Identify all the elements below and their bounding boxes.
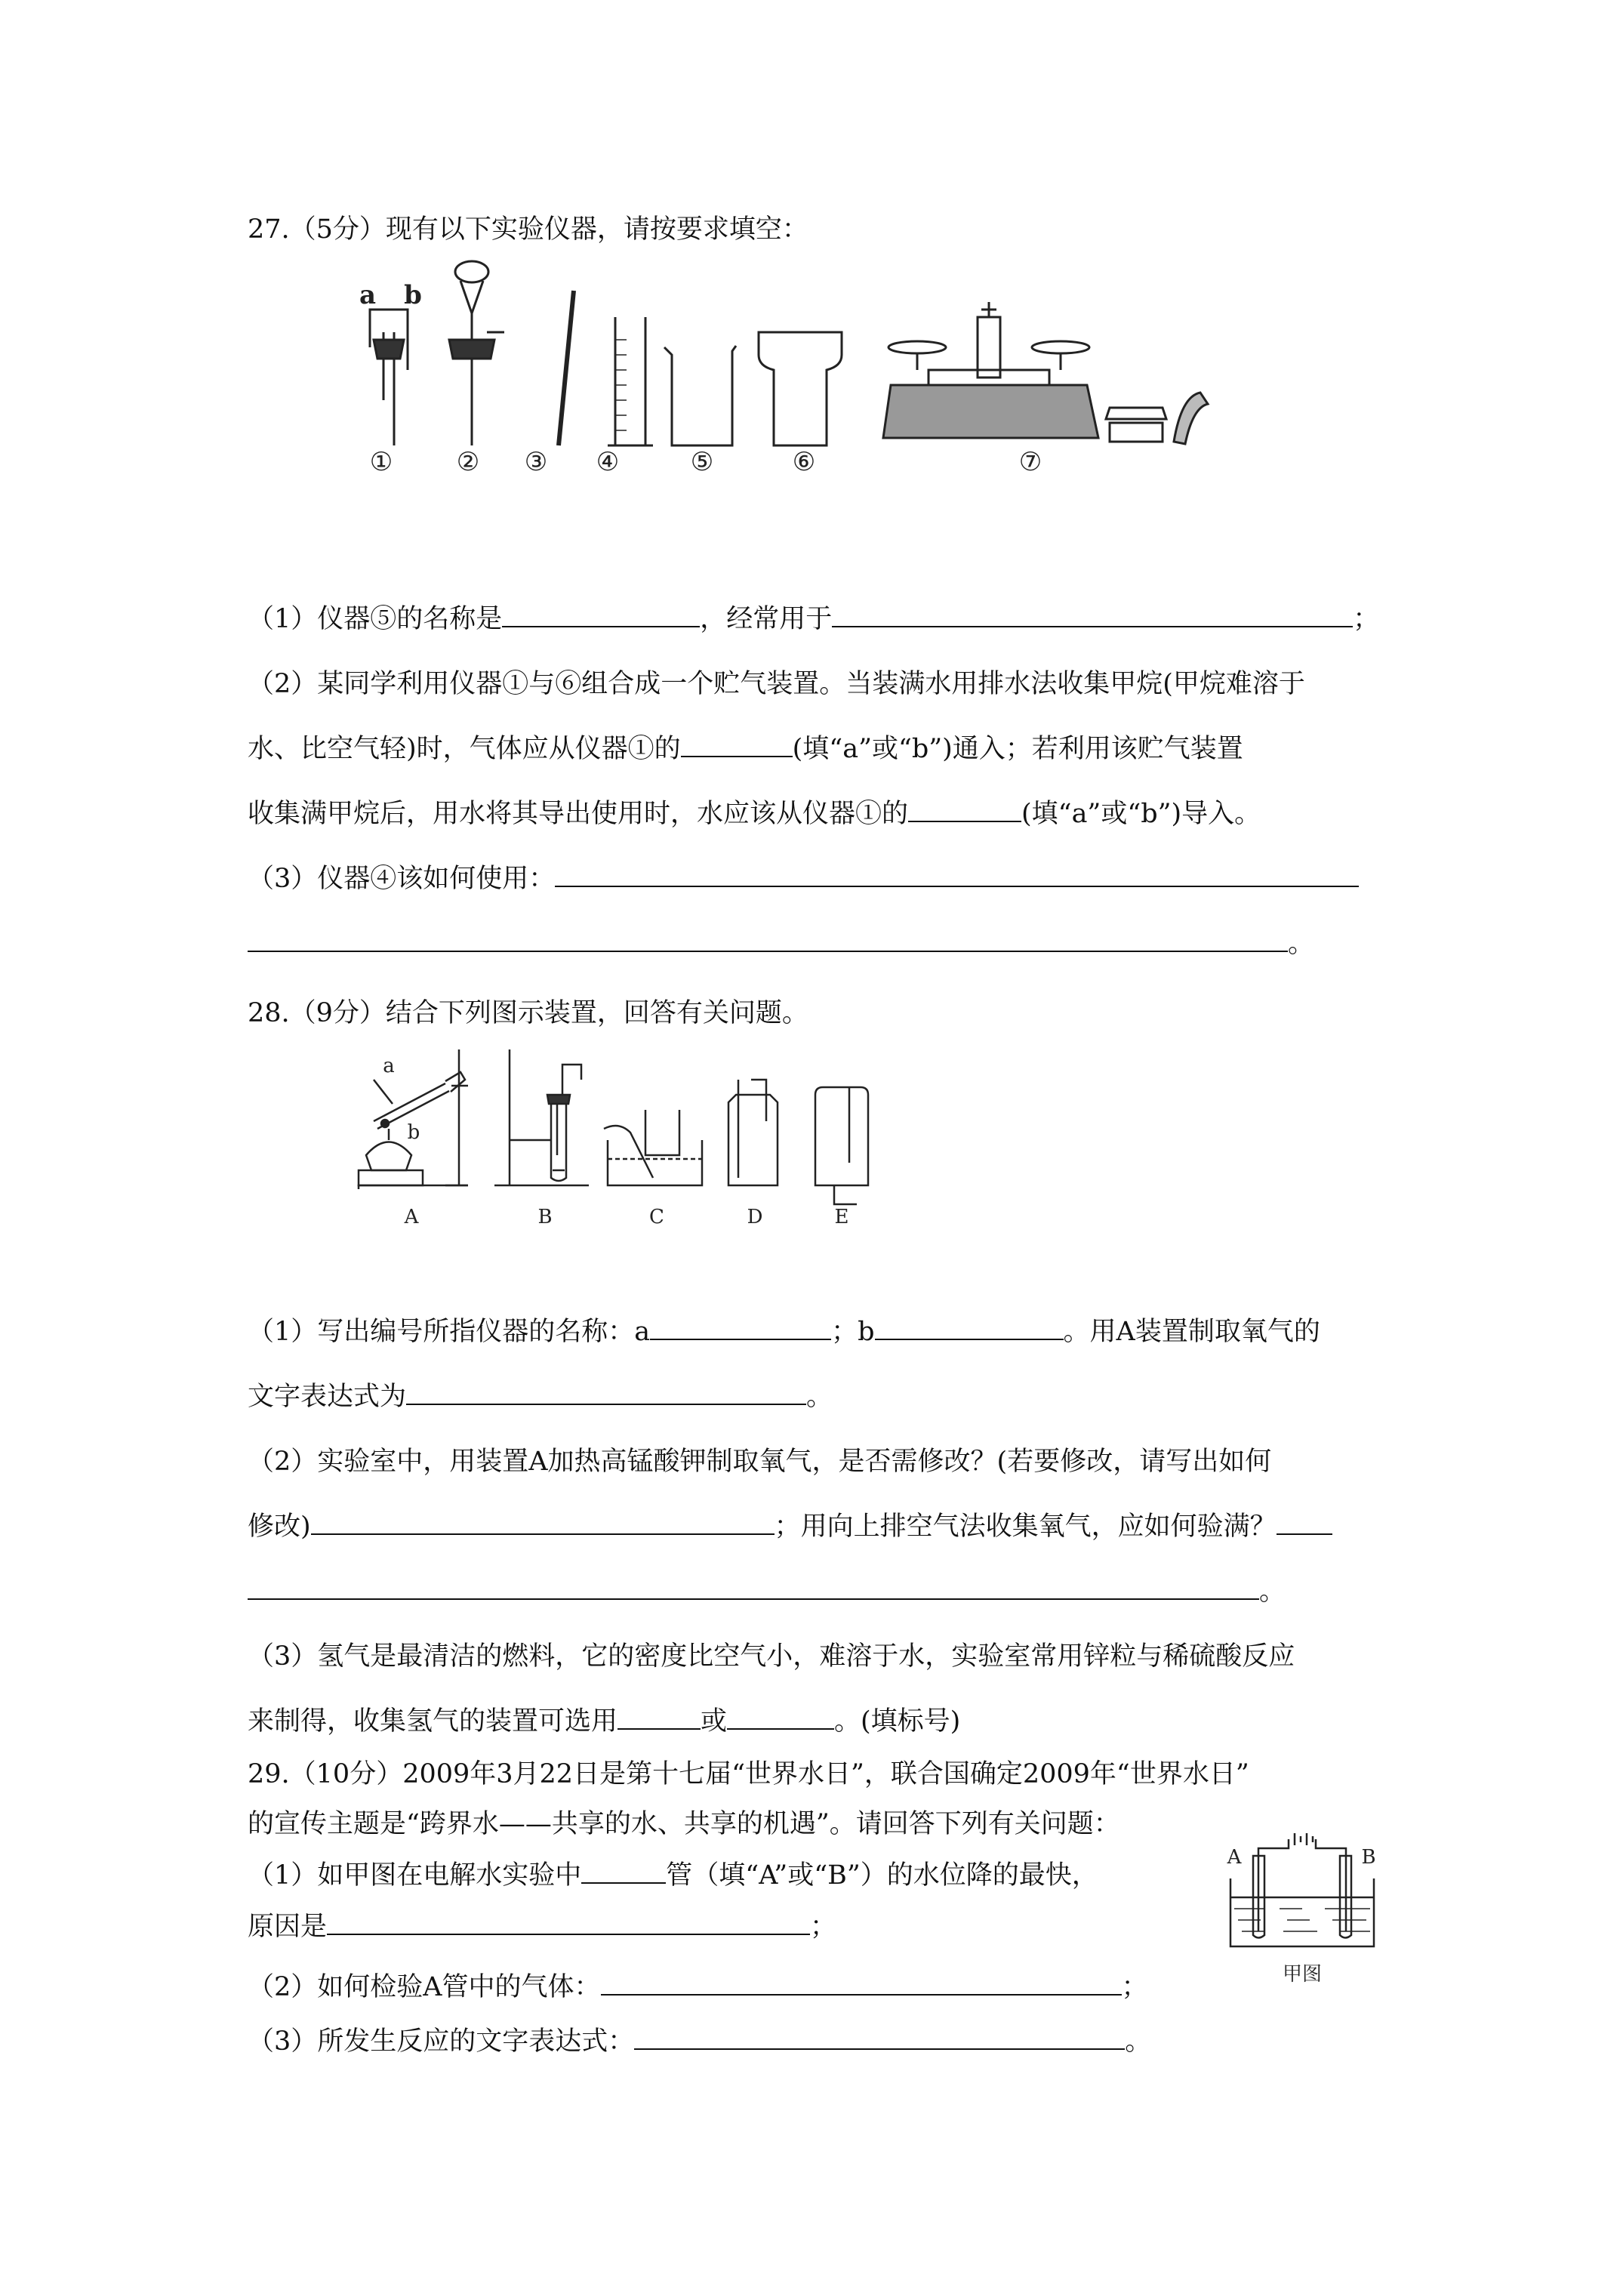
apparatus-5 (664, 346, 736, 445)
q29-part3: （3）所发生反应的文字表达式： 。 (248, 2026, 1152, 2057)
blank-q27-2-water[interactable] (908, 798, 1021, 822)
apparatus-4 (608, 317, 653, 445)
blank-q27-1-use[interactable] (832, 603, 1353, 627)
apparatus-2 (449, 261, 504, 445)
q28-part2-line1: （2）实验室中，用装置A加热高锰酸钾制取氧气，是否需修改？(若要修改，请写出如何 (248, 1447, 1272, 1477)
q28-part2-line2: 修改) ；用向上排空气法收集氧气，应如何验满？ (248, 1510, 1332, 1543)
label-C: C (649, 1206, 664, 1228)
q27-part3-line2: 。 (248, 927, 1314, 960)
fig-label-B: B (1361, 1846, 1376, 1869)
blank-q29-tube[interactable] (581, 1860, 666, 1884)
fig-caption: 甲图 (1282, 1963, 1323, 1986)
apparatus-1 (370, 310, 408, 445)
q27-part2-line1: （2）某同学利用仪器①与⑥组合成一个贮气装置。当装满水用排水法收集甲烷(甲烷难溶于 (248, 669, 1305, 699)
blank-q29-test[interactable] (601, 1971, 1122, 1996)
apparatus-6 (759, 332, 842, 445)
label-B: B (537, 1206, 553, 1228)
blank-q28-b[interactable] (875, 1316, 1064, 1340)
label-3: ③ (524, 447, 548, 477)
q28-part1: （1）写出编号所指仪器的名称：a ；b 。用A装置制取氧气的 (248, 1317, 1320, 1347)
q27-part2-line3: 收集满甲烷后，用水将其导出使用时，水应该从仪器①的 (填“a”或“b”)导入。 (248, 799, 1261, 829)
fig-label-A: A (1227, 1846, 1242, 1869)
q27-heading: 27.（5分）现有以下实验仪器，请按要求填空： (248, 214, 808, 245)
q27-part2-line2: 水、比空气轻)时，气体应从仪器①的 (填“a”或“b”)通入；若利用该贮气装置 (248, 734, 1243, 764)
part-label-b: b (407, 1121, 420, 1144)
q29-part2: （2）如何检验A管中的气体： ； (248, 1972, 1148, 2002)
blank-q27-3-line2[interactable] (248, 928, 1288, 952)
blank-q29-reason[interactable] (327, 1911, 810, 1935)
label-D: D (747, 1206, 763, 1228)
q28-part2-line3: 。 (248, 1575, 1286, 1608)
blank-q28-equation[interactable] (406, 1381, 806, 1405)
q29-heading: 29.（10分）2009年3月22日是第十七届“世界水日”，联合国确定2009年“世界水日” (248, 1759, 1249, 1789)
label-5: ⑤ (690, 447, 714, 477)
label-A: A (404, 1206, 419, 1228)
blank-q28-check[interactable] (248, 1576, 1259, 1600)
q27-part3: （3）仪器④该如何使用： (248, 862, 1359, 895)
blank-q27-1-name[interactable] (502, 603, 700, 627)
apparatus-D (728, 1080, 778, 1185)
blank-q28-device1[interactable] (617, 1706, 701, 1730)
apparatus-C (604, 1110, 702, 1185)
apparatus-E (815, 1087, 868, 1204)
q27-part1: （1）仪器⑤的名称是 ，经常用于 ； (248, 604, 1380, 634)
q29-electrolysis-figure (1219, 1833, 1385, 1992)
q28-part3-line1: （3）氢气是最清洁的燃料，它的密度比空气小，难溶于水，实验室常用锌粒与稀硫酸反应 (248, 1641, 1295, 1672)
blank-q29-equation[interactable] (634, 2026, 1125, 2050)
q29-part1-line2: 原因是 ； (248, 1912, 837, 1942)
apparatus-A (359, 1049, 468, 1189)
label-4: ④ (596, 447, 620, 477)
label-2: ② (456, 447, 480, 477)
label-E: E (834, 1206, 849, 1228)
apparatus-3 (559, 291, 574, 445)
q28-part3-line2: 来制得，收集氢气的装置可选用 或 。(填标号) (248, 1706, 961, 1737)
label-7: ⑦ (1018, 447, 1042, 477)
q28-heading: 28.（9分）结合下列图示装置，回答有关问题。 (248, 998, 808, 1028)
blank-q28-device2[interactable] (727, 1706, 834, 1730)
blank-q28-a[interactable] (650, 1316, 831, 1340)
label-1: ① (369, 447, 393, 477)
blank-q28-check-start[interactable] (1277, 1511, 1332, 1535)
apparatus-7 (883, 302, 1208, 444)
q27-instruments-figure (355, 257, 1230, 476)
blank-q27-3-line1[interactable] (555, 863, 1359, 887)
apparatus-B (494, 1049, 589, 1185)
q29-part1: （1）如甲图在电解水实验中 管（填“A”或“B”）的水位降的最快， (248, 1860, 1098, 1891)
part-label-a: a (383, 1055, 395, 1077)
q28-part1-line2: 文字表达式为 。 (248, 1382, 833, 1412)
label-6: ⑥ (792, 447, 816, 477)
q28-apparatus-figure (347, 1049, 951, 1231)
tube-label-b: b (404, 280, 422, 310)
blank-q28-modify[interactable] (311, 1511, 775, 1535)
q29-line2: 的宣传主题是“跨界水——共享的水、共享的机遇”。请回答下列有关问题： (248, 1809, 1120, 1839)
blank-q27-2-inlet[interactable] (681, 733, 793, 757)
tube-label-a: a (359, 280, 377, 310)
